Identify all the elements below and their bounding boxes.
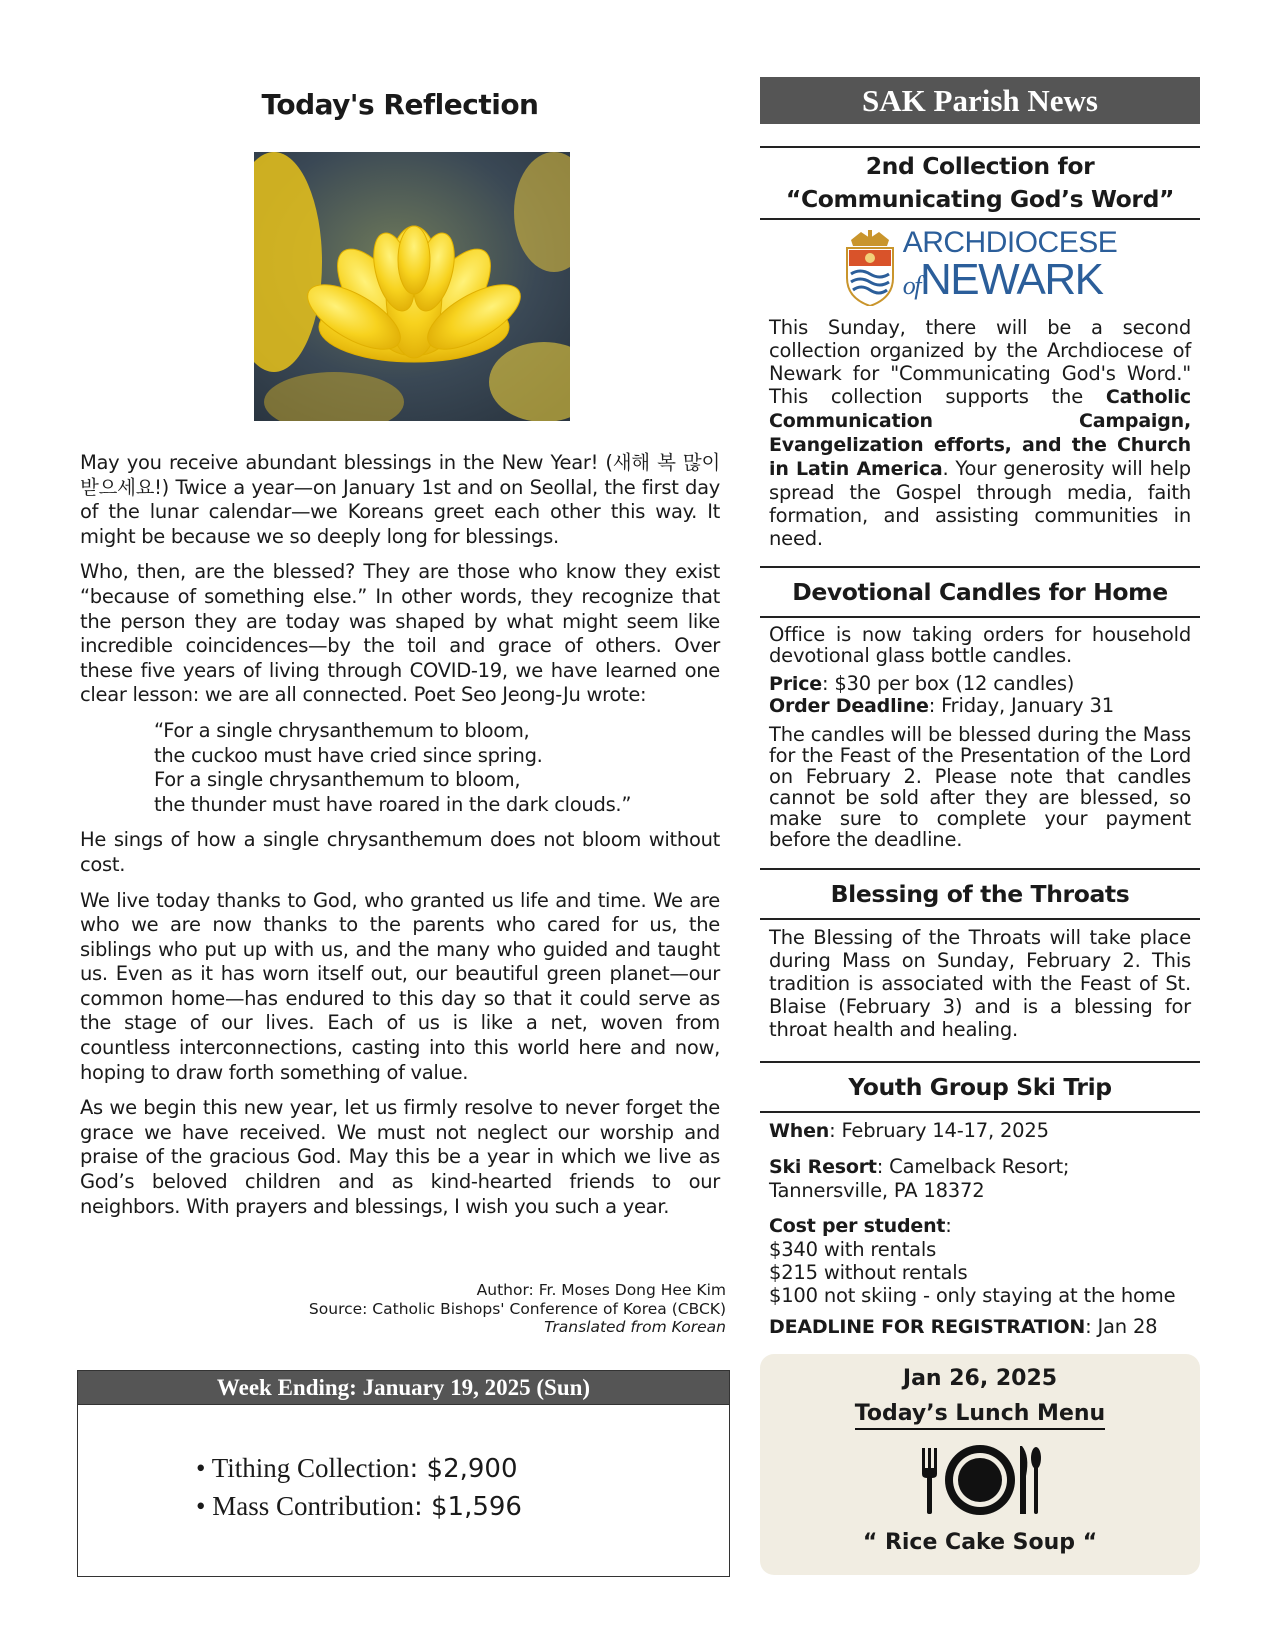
source-line: Source: Catholic Bishops' Conference of Korea (CBCK) xyxy=(308,1299,726,1318)
price-label: Price xyxy=(769,673,822,695)
ski-costs xyxy=(769,1214,1191,1307)
section-title-throats: Blessing of the Throats xyxy=(760,868,1200,920)
lunch-menu-title: Today’s Lunch Menu xyxy=(855,1401,1105,1430)
reflection-credits xyxy=(80,1281,726,1337)
reflection-column xyxy=(80,88,726,1336)
reflection-paragraph-3: He sings of how a single chrysanthemum does not bloom without cost. xyxy=(80,828,720,876)
registration-deadline-label: DEADLINE FOR REGISTRATION xyxy=(769,1316,1086,1338)
collection-label: Tithing Collection xyxy=(211,1453,410,1483)
archdiocese-logo xyxy=(760,220,1200,316)
collection-text-bold: Catholic Communication Campaign, Evangelization efforts, and the Church in Latin America xyxy=(769,386,1191,480)
cost-item: $340 with rentals xyxy=(769,1238,937,1261)
poem-line: For a single chrysanthemum to bloom, xyxy=(154,768,521,792)
collection-text-end: . Your generosity will help spread the Gospel through media, faith formation, and assisting communities in need. xyxy=(769,457,1191,550)
logo-wordmark xyxy=(903,228,1118,308)
plate-fork-knife-icon xyxy=(760,1442,1200,1522)
resort-value: : Camelback Resort; Tannersville, PA 18372 xyxy=(769,1155,1070,1202)
ski-deadline xyxy=(769,1315,1191,1339)
cost-label: Cost per student xyxy=(769,1215,946,1237)
ski-resort xyxy=(769,1155,1191,1202)
collection-amount: $1,596 xyxy=(431,1492,522,1522)
collection-text xyxy=(769,316,1191,550)
poem xyxy=(80,719,720,817)
collection-title-line1: 2nd Collection for xyxy=(865,152,1095,180)
cost-item: $215 without rentals xyxy=(769,1261,968,1284)
reflection-body xyxy=(80,451,720,1230)
chrysanthemum-photo xyxy=(254,152,570,421)
list-item: • Tithing Collection: $2,900 xyxy=(196,1453,518,1484)
collection-amount: $2,900 xyxy=(426,1454,518,1484)
throats-text: The Blessing of the Throats will take place during Mass on Sunday, February 2. This tradition is associated with the Feast of St. Blaise (February 3) and is a blessing for throat health and healing. xyxy=(769,926,1191,1041)
collection-body xyxy=(760,316,1200,550)
section-title-ski-trip: Youth Group Ski Trip xyxy=(760,1061,1200,1113)
lunch-dish: “ Rice Cake Soup “ xyxy=(862,1530,1098,1555)
reflection-paragraph-1: May you receive abundant blessings in the New Year! (새해 복 많이 받으세요!) Twice a year—on January 1st and on Seollal, the first day of the lunar calendar—we Koreans greet each other this way. It might be because we so deeply long for blessings. xyxy=(80,451,720,548)
archdiocese-crest-icon xyxy=(843,230,897,306)
candles-details: The candles will be blessed during the Mass for the Feast of the Presentation of the Lord on February 2. Please note that candles cannot be sold after they are blessed, so make sure to complete your payment before the deadline. xyxy=(769,723,1191,851)
section-title-collection xyxy=(760,146,1200,220)
registration-deadline-value: : Jan 28 xyxy=(1085,1315,1158,1338)
poem-line: the cuckoo must have cried since spring. xyxy=(154,743,543,767)
reflection-paragraph-5: As we begin this new year, let us firmly resolve to never forget the grace we have received. We must not neglect our worship and praise of the gracious God. May this be a year in which we live as God’s beloved children and as kind-hearted friends to our neighbors. With prayers and blessings, I wish you such a year. xyxy=(80,1096,720,1218)
candles-price-deadline xyxy=(769,673,1191,717)
parish-news-column xyxy=(760,77,1200,1346)
candles-body xyxy=(760,618,1200,850)
lunch-date: Jan 26, 2025 xyxy=(902,1366,1058,1391)
week-summary-box xyxy=(77,1370,730,1577)
when-label: When xyxy=(769,1120,830,1142)
collection-label: Mass Contribution xyxy=(212,1491,414,1521)
ski-when xyxy=(769,1119,1191,1143)
collection-text-start: This Sunday, there will be a second collection organized by the Archdiocese of Newark for "Communicating God's Word." This collection supports the xyxy=(769,316,1191,408)
cost-item: $100 not skiing - only staying at the home xyxy=(769,1284,1176,1307)
list-item: • Mass Contribution: $1,596 xyxy=(196,1491,522,1522)
price-value: : $30 per box (12 candles) xyxy=(821,672,1075,695)
when-value: : February 14-17, 2025 xyxy=(829,1119,1049,1142)
throats-body xyxy=(760,920,1200,1041)
reflection-paragraph-2: Who, then, are the blessed? They are those who know they exist “because of something else.” In other words, they recognize that the person they are today was shaped by what might seem like incredible coincidences—by the toil and grace of others. Over these five years of living through COVID-19, we have learned one clear lesson: we are all connected. Poet Seo Jeong-Ju wrote: xyxy=(80,560,720,707)
candles-intro: Office is now taking orders for household devotional glass bottle candles. xyxy=(769,623,1191,667)
translation-note: Translated from Korean xyxy=(544,1318,726,1336)
week-header: Week Ending: January 19, 2025 (Sun) xyxy=(78,1371,729,1405)
news-banner: SAK Parish News xyxy=(760,77,1200,124)
logo-line1: ARCHDIOCESE xyxy=(902,226,1118,259)
reflection-paragraph-4: We live today thanks to God, who granted us life and time. We are who we are now thanks to the parents who cared for us, the siblings who put up with us, and the many who guided and taught us. Even as it has worn itself out, our beautiful green planet—our common home—has endured to this day so that it could serve as the stage of our lives. Each of us is like a net, woven from countless interconnections, casting into this world here and now, hoping to draw forth something of value. xyxy=(80,888,720,1084)
ski-body xyxy=(760,1113,1200,1339)
cost-colon: : xyxy=(945,1214,952,1237)
poem-line: “For a single chrysanthemum to bloom, xyxy=(154,718,530,742)
logo-line2: NEWARK xyxy=(919,255,1103,304)
logo-of: of xyxy=(902,271,920,300)
resort-label: Ski Resort xyxy=(769,1156,877,1178)
lunch-menu-box xyxy=(760,1354,1200,1575)
collection-list xyxy=(78,1405,729,1526)
author-line: Author: Fr. Moses Dong Hee Kim xyxy=(476,1281,726,1299)
poem-line: the thunder must have roared in the dark clouds.” xyxy=(154,792,632,816)
reflection-title: Today's Reflection xyxy=(261,88,539,121)
order-deadline-value: : Friday, January 31 xyxy=(928,694,1114,717)
section-title-candles: Devotional Candles for Home xyxy=(760,566,1200,618)
collection-title-line2: “Communicating God’s Word” xyxy=(785,185,1175,213)
order-deadline-label: Order Deadline xyxy=(769,695,929,717)
